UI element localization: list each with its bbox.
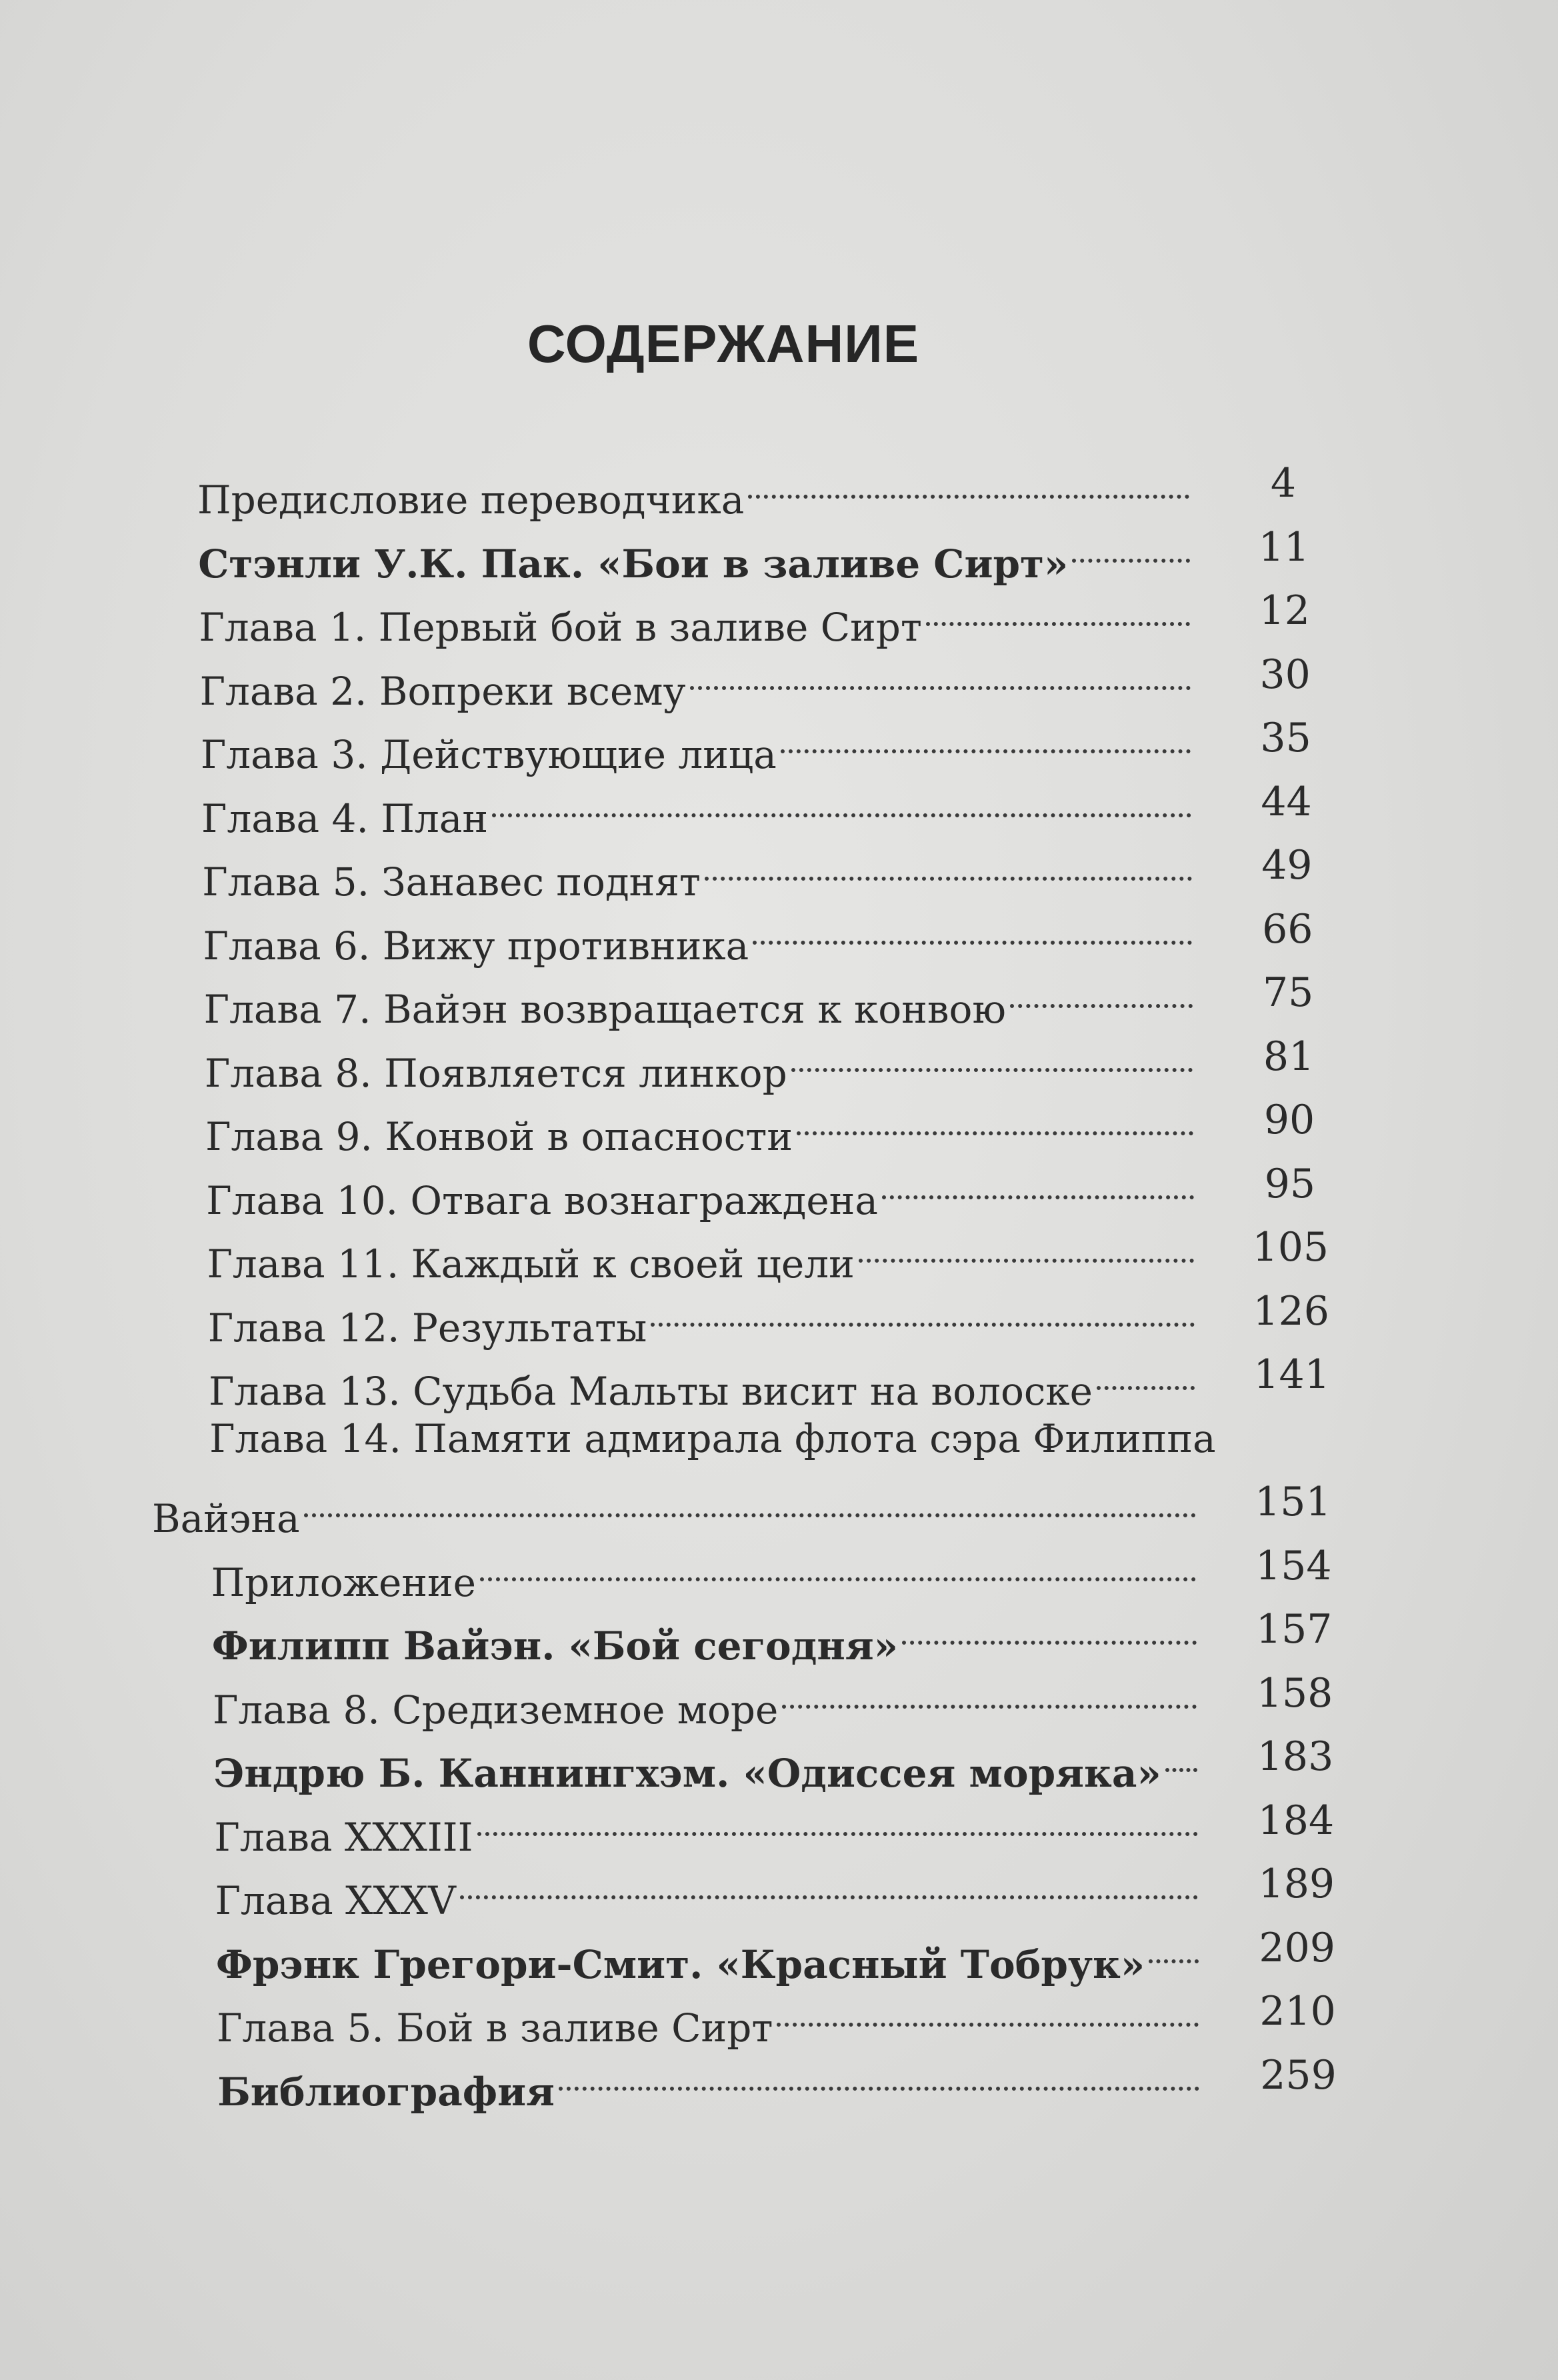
toc-entry xyxy=(198,517,1193,587)
dot-leader xyxy=(926,581,1190,641)
toc-entry-label: Глава 14. Памяти адмирала флота сэра Филиппа xyxy=(209,1415,1216,1461)
toc-entry xyxy=(211,1599,1201,1669)
dot-leader xyxy=(777,1981,1199,2041)
dot-leader xyxy=(480,1536,1196,1596)
toc-entry-label: Глава 5. Бой в заливе Сирт xyxy=(217,2005,773,2051)
toc-entry-label: Глава 10. Отвага вознаграждена xyxy=(206,1177,878,1223)
toc-page-number: 75 xyxy=(1263,969,1314,1016)
toc-entry xyxy=(203,963,1197,1032)
toc-entry-label: Глава 7. Вайэн возвращается к конвою xyxy=(203,987,1006,1032)
toc-entry-label: Библиография xyxy=(217,2069,555,2115)
toc-entry xyxy=(205,1090,1197,1159)
toc-page-number: 209 xyxy=(1259,1924,1335,1971)
dot-leader xyxy=(1165,1727,1197,1787)
toc-entry-label: Приложение xyxy=(211,1559,477,1605)
dot-leader xyxy=(882,1154,1194,1214)
toc-entry xyxy=(152,1472,1200,1541)
toc-entry xyxy=(201,772,1195,841)
dot-leader xyxy=(781,708,1191,768)
toc-page-number: 183 xyxy=(1257,1733,1334,1780)
dot-leader xyxy=(460,1854,1198,1914)
dot-leader xyxy=(705,835,1192,895)
toc-entry xyxy=(208,1345,1199,1414)
toc-entry xyxy=(214,1791,1201,1860)
toc-entry xyxy=(213,1727,1201,1796)
toc-page-number: 35 xyxy=(1260,715,1311,761)
dot-leader xyxy=(1010,963,1193,1023)
toc-entry-label: Глава 13. Судьба Мальты висит на волоске xyxy=(208,1369,1093,1414)
toc-entry-label: Глава 11. Каждый к своей цели xyxy=(207,1241,855,1287)
dot-leader xyxy=(477,1791,1198,1851)
toc-entry-label: Фрэнк Грегори-Смит. «Красный Тобрук» xyxy=(215,1941,1145,1987)
dot-leader xyxy=(748,453,1189,513)
toc-entry xyxy=(204,1027,1197,1096)
toc-entry-label: Глава 5. Занавес поднят xyxy=(202,859,701,905)
toc-page-number: 44 xyxy=(1261,778,1312,825)
toc-entry-label: Глава 4. План xyxy=(201,795,488,841)
dot-leader xyxy=(1097,1345,1195,1405)
toc-entry-label: Вайэна xyxy=(152,1496,300,1541)
toc-page-number: 95 xyxy=(1264,1160,1316,1207)
dot-leader xyxy=(492,772,1191,832)
dot-leader xyxy=(782,1663,1197,1723)
toc-entry xyxy=(207,1217,1199,1287)
dot-leader xyxy=(859,1217,1194,1277)
toc-entry xyxy=(206,1154,1197,1223)
toc-page-number: 49 xyxy=(1261,842,1313,889)
dot-leader xyxy=(1149,1918,1199,1978)
toc-entry-label: Глава XXXV xyxy=(215,1878,456,1923)
toc-entry xyxy=(215,1854,1203,1923)
toc-page-number: 157 xyxy=(1255,1606,1333,1653)
toc-entry xyxy=(197,453,1193,523)
toc-entry-label: Глава 8. Появляется линкор xyxy=(204,1050,787,1096)
toc-entry xyxy=(199,645,1195,714)
toc-page-number: 126 xyxy=(1253,1287,1329,1335)
dot-leader xyxy=(304,1472,1196,1532)
toc-entry-label: Стэнли У.К. Пак. «Бои в заливе Сирт» xyxy=(198,541,1069,587)
page-title: СОДЕРЖАНИЕ xyxy=(527,314,920,373)
toc-entry-label: Глава 6. Вижу противника xyxy=(203,923,749,969)
toc-page-number: 259 xyxy=(1260,2051,1337,2099)
toc-entry xyxy=(215,1918,1203,1987)
toc-page-number: 189 xyxy=(1258,1861,1335,1907)
toc-entry-label: Глава 12. Результаты xyxy=(207,1305,647,1351)
toc-page-number: 141 xyxy=(1253,1351,1330,1398)
toc-entry xyxy=(203,899,1196,969)
dot-leader xyxy=(1072,517,1189,577)
toc-page-number: 90 xyxy=(1263,1097,1315,1143)
toc-entry xyxy=(217,1981,1203,2051)
dot-leader xyxy=(791,1027,1193,1087)
toc-entry-label: Глава 9. Конвой в опасности xyxy=(205,1114,793,1159)
toc-page-number: 105 xyxy=(1252,1224,1329,1271)
toc-entry-label: Глава 1. Первый бой в заливе Сирт xyxy=(199,605,923,650)
toc-page-number: 12 xyxy=(1259,587,1310,634)
toc-page-number: 158 xyxy=(1256,1669,1333,1717)
toc-page-number: 66 xyxy=(1262,905,1313,953)
toc-entry xyxy=(199,581,1194,650)
toc-entry-label: Глава 8. Средиземное море xyxy=(212,1687,779,1733)
dot-leader xyxy=(902,1599,1197,1659)
toc-entry-label: Филипп Вайэн. «Бой сегодня» xyxy=(211,1623,898,1669)
toc-entry xyxy=(217,2045,1203,2115)
dot-leader xyxy=(753,899,1192,959)
toc-entry-label: Эндрю Б. Каннингхэм. «Одиссея моряка» xyxy=(213,1751,1161,1796)
toc-entry xyxy=(212,1663,1201,1733)
toc-page-number: 151 xyxy=(1255,1479,1331,1525)
toc-page-number: 4 xyxy=(1270,460,1297,507)
toc-page-number: 210 xyxy=(1259,1988,1336,2035)
toc-page-number: 11 xyxy=(1258,523,1310,571)
toc-entry xyxy=(202,835,1195,905)
toc-entry-label: Глава 2. Вопреки всему xyxy=(199,668,686,714)
dot-leader xyxy=(559,2045,1199,2105)
dot-leader xyxy=(690,645,1191,705)
toc-entry-label: Глава XXXIII xyxy=(214,1814,473,1860)
dot-leader xyxy=(797,1090,1193,1150)
toc-entry xyxy=(207,1281,1199,1351)
dot-leader xyxy=(651,1281,1194,1341)
toc-page-number: 30 xyxy=(1259,651,1311,698)
toc-page-number: 81 xyxy=(1263,1033,1315,1080)
toc-entry xyxy=(200,708,1195,777)
toc-entry xyxy=(211,1536,1201,1605)
toc-entry-label: Глава 3. Действующие лица xyxy=(200,732,777,777)
toc-entry-label: Предисловие переводчика xyxy=(197,477,745,523)
toc-page-number: 154 xyxy=(1255,1542,1332,1589)
toc-page-number: 184 xyxy=(1257,1797,1335,1844)
